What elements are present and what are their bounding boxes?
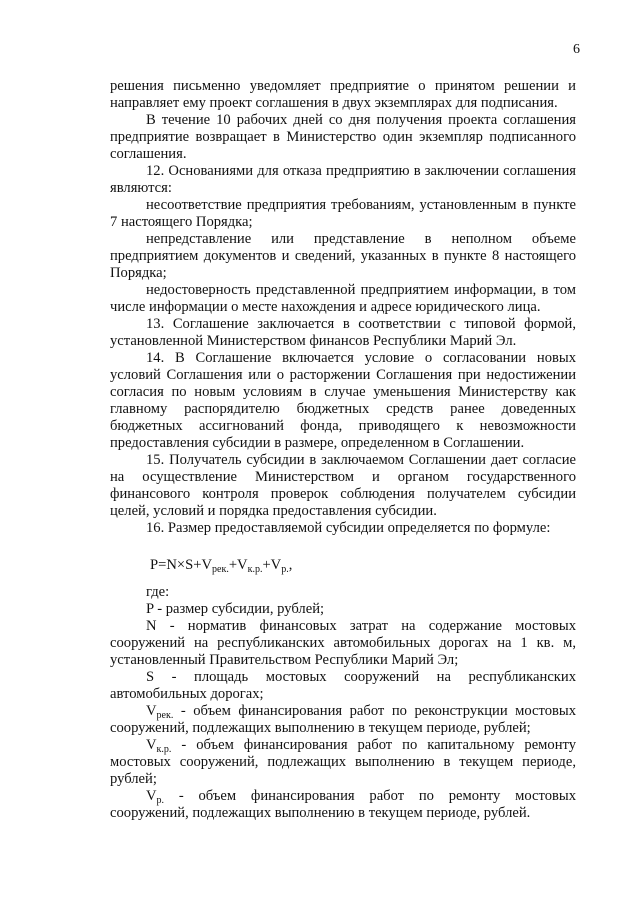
paragraph-14: 14. В Соглашение включается условие о согласовании новых условий Соглашения или о расторжении Соглашения при недостижении согласия по новым условиям в случае уменьшения Министерству как главному распорядителю бюджетных средств ранее доведенных бюджетных ассигнований фонда, приводящего к невозможности предоставления субсидии в размере, определенном в Соглашении. (110, 350, 576, 451)
paragraph-continuation: решения письменно уведомляет предприятие о принятом решении и направляет ему проект соглашения в двух экземплярах для подписания. (110, 78, 576, 111)
paragraph-deadline: В течение 10 рабочих дней со дня получения проекта соглашения предприятие возвращает в Министерство один экземпляр подписанного соглашения. (110, 112, 576, 162)
paragraph-15: 15. Получатель субсидии в заключаемом Соглашении дает согласие на осуществление Министерством и органом государственного финансового контроля проверок соблюдения получателем субсидии целей, условий и порядка предоставления субсидии. (110, 452, 576, 519)
paragraph-12: 12. Основаниями для отказа предприятию в заключении соглашения являются: (110, 163, 576, 196)
definition-v-rek: $V_{рек.}$ - объем финансирования работ по реконструкции мостовых сооружений, подлежащих выполнению в текущем периоде, рублей; (110, 703, 576, 736)
definition-n: N - норматив финансовых затрат на содержание мостовых сооружений на республиканских автомобильных дорогах на 1 кв. м, установленный Правительством Республики Марий Эл; (110, 618, 576, 668)
reason-noncompliance: несоответствие предприятия требованиям, установленным в пункте 7 настоящего Порядка; (110, 197, 576, 230)
reason-missing-documents: непредставление или представление в неполном объеме предприятием документов и сведений, указанных в пункте 8 настоящего Порядка; (110, 231, 576, 281)
reason-false-information: недостоверность представленной предприятием информации, в том числе информации о месте нахождения и адресе юридического лица. (110, 282, 576, 315)
subsidy-formula: $P=N\times S+V_{рек.}+V_{к.р.}+V_{р.}$, (150, 557, 293, 575)
definition-v-kr: $V_{к.р.}$ - объем финансирования работ по капитальному ремонту мостовых сооружений, подлежащих выполнению в текущем периоде, рублей; (110, 737, 576, 787)
where-label: где: (146, 584, 170, 600)
definition-p: P - размер субсидии, рублей; (146, 601, 325, 617)
paragraph-16: 16. Размер предоставляемой субсидии определяется по формуле: (146, 520, 551, 536)
definition-s: S - площадь мостовых сооружений на республиканских автомобильных дорогах; (110, 669, 576, 702)
document-body (110, 78, 576, 822)
paragraph-13: 13. Соглашение заключается в соответствии с типовой формой, установленной Министерством финансов Республики Марий Эл. (110, 316, 576, 349)
page-number: 6 (573, 42, 580, 57)
definition-v-r: $V_{р.}$ - объем финансирования работ по ремонту мостовых сооружений, подлежащих выполнению в текущем периоде, рублей. (110, 788, 576, 821)
